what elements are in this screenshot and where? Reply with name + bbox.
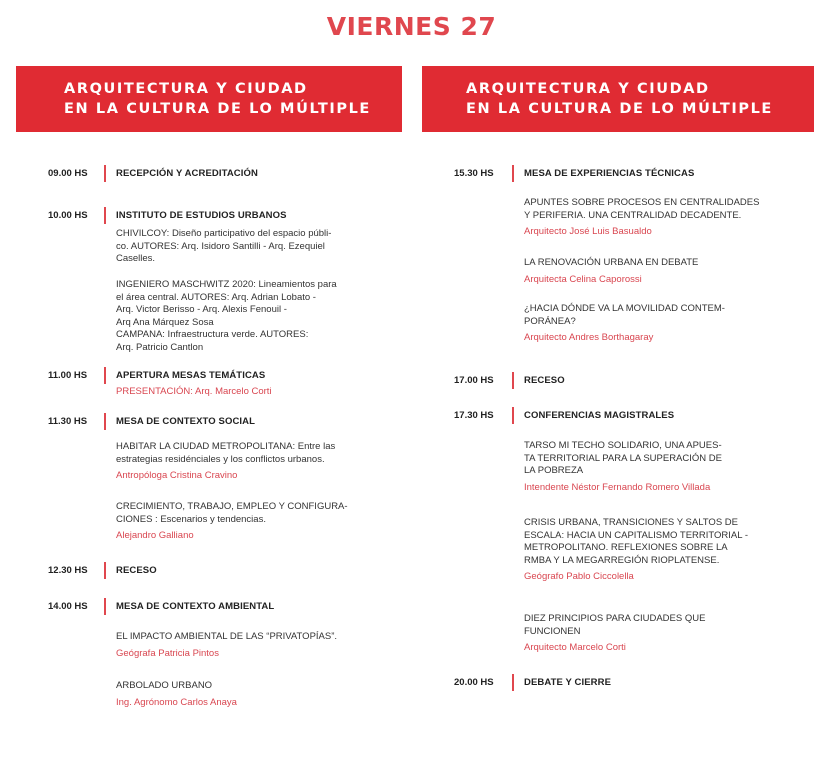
talk-title: CRISIS URBANA, TRANSICIONES Y SALTOS DE ESCALA: HACIA UN CAPITALISMO TERRITORIAL - METROPOLITANO. REFLEXIONES SOBRE LA RMBA Y LA MEGARREGIÓN RIOPLATENSE.	[524, 517, 749, 566]
slot-time: 10.00 HS	[48, 210, 88, 221]
talk-author: Intendente Néstor Fernando Romero Villada	[524, 481, 711, 493]
talk-author: Alejandro Galliano	[116, 530, 194, 541]
section-banner-right	[422, 66, 814, 132]
talk-item	[524, 197, 759, 239]
talk-item	[116, 386, 272, 399]
talk-title: INGENIERO MASCHWITZ 2020: Lineamientos para el área central. AUTORES: Arq. Adrian Lobato - Arq. Victor Berisso - Arq. Alexis Fenouil - Arq Ana Márquez Sosa CAMPANA: Infraestructura verde. AUTORES: Arq. Patricio Cantlon	[116, 279, 337, 353]
talk-author: Arquitecta Celina Caporossi	[524, 273, 642, 285]
slot-time: 09.00 HS	[48, 168, 88, 179]
slot-heading: RECESO	[116, 565, 157, 576]
slot-divider	[104, 413, 106, 430]
talk-author: Arquitecto José Luis Basualdo	[524, 226, 652, 237]
slot-heading: MESA DE EXPERIENCIAS TÉCNICAS	[524, 168, 695, 179]
talk-author: PRESENTACIÓN: Arq. Marcelo Corti	[116, 386, 272, 397]
talk-item	[116, 441, 335, 483]
talk-item	[524, 517, 748, 584]
slot-time: 17.00 HS	[454, 375, 494, 386]
talk-item	[524, 303, 725, 345]
banner-line-1: ARQUITECTURA Y CIUDAD	[466, 81, 710, 97]
talk-title: DIEZ PRINCIPIOS PARA CIUDADES QUE FUNCIONEN	[524, 613, 706, 637]
slot-divider	[512, 407, 514, 424]
talk-item	[116, 680, 237, 709]
talk-item	[116, 631, 337, 660]
talk-author: Geógrafo Pablo Ciccolella	[524, 571, 634, 582]
talk-author: Arquitecto Andres Borthagaray	[524, 332, 654, 343]
talk-item	[524, 613, 705, 655]
slot-heading: CONFERENCIAS MAGISTRALES	[524, 410, 675, 421]
slot-divider	[104, 367, 106, 384]
talk-title: EL IMPACTO AMBIENTAL DE LAS “PRIVATOPÍAS”.	[116, 631, 338, 642]
talk-title: APUNTES SOBRE PROCESOS EN CENTRALIDADES Y PERIFERIA. UNA CENTRALIDAD DECADENTE.	[524, 197, 760, 221]
slot-divider	[104, 207, 106, 224]
slot-divider	[512, 372, 514, 389]
slot-time: 15.30 HS	[454, 168, 494, 179]
talk-title: CRECIMIENTO, TRABAJO, EMPLEO Y CONFIGURA- CIONES : Escenarios y tendencias.	[116, 501, 348, 525]
slot-divider	[104, 598, 106, 615]
slot-divider	[104, 165, 106, 182]
slot-heading: RECESO	[524, 375, 565, 386]
talk-title: TARSO MI TECHO SOLIDARIO, UNA APUES- TA TERRITORIAL PARA LA SUPERACIÓN DE LA POBREZA	[524, 440, 722, 476]
talk-item	[116, 279, 337, 354]
slot-time: 17.30 HS	[454, 410, 494, 421]
talk-title: LA RENOVACIÓN URBANA EN DEBATE	[524, 257, 699, 268]
talk-item	[524, 257, 698, 286]
slot-divider	[512, 674, 514, 691]
banner-line-2: EN LA CULTURA DE LO MÚLTIPLE	[64, 101, 371, 117]
talk-title: CHIVILCOY: Diseño participativo del espacio públi- co. AUTORES: Arq. Isidoro Santilli - Arq. Ezequiel Caselles.	[116, 228, 332, 264]
slot-heading: APERTURA MESAS TEMÁTICAS	[116, 370, 266, 381]
slot-time: 14.00 HS	[48, 601, 88, 612]
banner-line-1: ARQUITECTURA Y CIUDAD	[64, 81, 308, 97]
talk-author: Arquitecto Marcelo Corti	[524, 642, 626, 653]
talk-item	[524, 440, 722, 494]
talk-item	[116, 228, 331, 266]
slot-heading: DEBATE Y CIERRE	[524, 677, 612, 688]
slot-time: 12.30 HS	[48, 565, 88, 576]
talk-author: Antropóloga Cristina Cravino	[116, 470, 238, 481]
slot-divider	[104, 562, 106, 579]
slot-heading: RECEPCIÓN Y ACREDITACIÓN	[116, 168, 258, 179]
slot-heading: INSTITUTO DE ESTUDIOS URBANOS	[116, 210, 287, 221]
slot-time: 11.00 HS	[48, 370, 88, 381]
slot-heading: MESA DE CONTEXTO SOCIAL	[116, 416, 256, 427]
talk-title: ARBOLADO URBANO	[116, 680, 213, 691]
talk-title: ¿HACIA DÓNDE VA LA MOVILIDAD CONTEM- PORÁNEA?	[524, 303, 725, 327]
talk-author: Geógrafa Patricia Pintos	[116, 647, 219, 659]
slot-time: 20.00 HS	[454, 677, 494, 688]
talk-item	[116, 501, 348, 543]
page-title: VIERNES 27	[326, 12, 497, 41]
slot-time: 11.30 HS	[48, 416, 88, 427]
slot-heading: MESA DE CONTEXTO AMBIENTAL	[116, 601, 275, 612]
talk-author: Ing. Agrónomo Carlos Anaya	[116, 696, 237, 708]
talk-title: HABITAR LA CIUDAD METROPOLITANA: Entre las estrategias residénciales y los conflictos urbanos.	[116, 441, 336, 465]
slot-divider	[512, 165, 514, 182]
banner-line-2: EN LA CULTURA DE LO MÚLTIPLE	[466, 101, 773, 117]
section-banner-left	[16, 66, 402, 132]
